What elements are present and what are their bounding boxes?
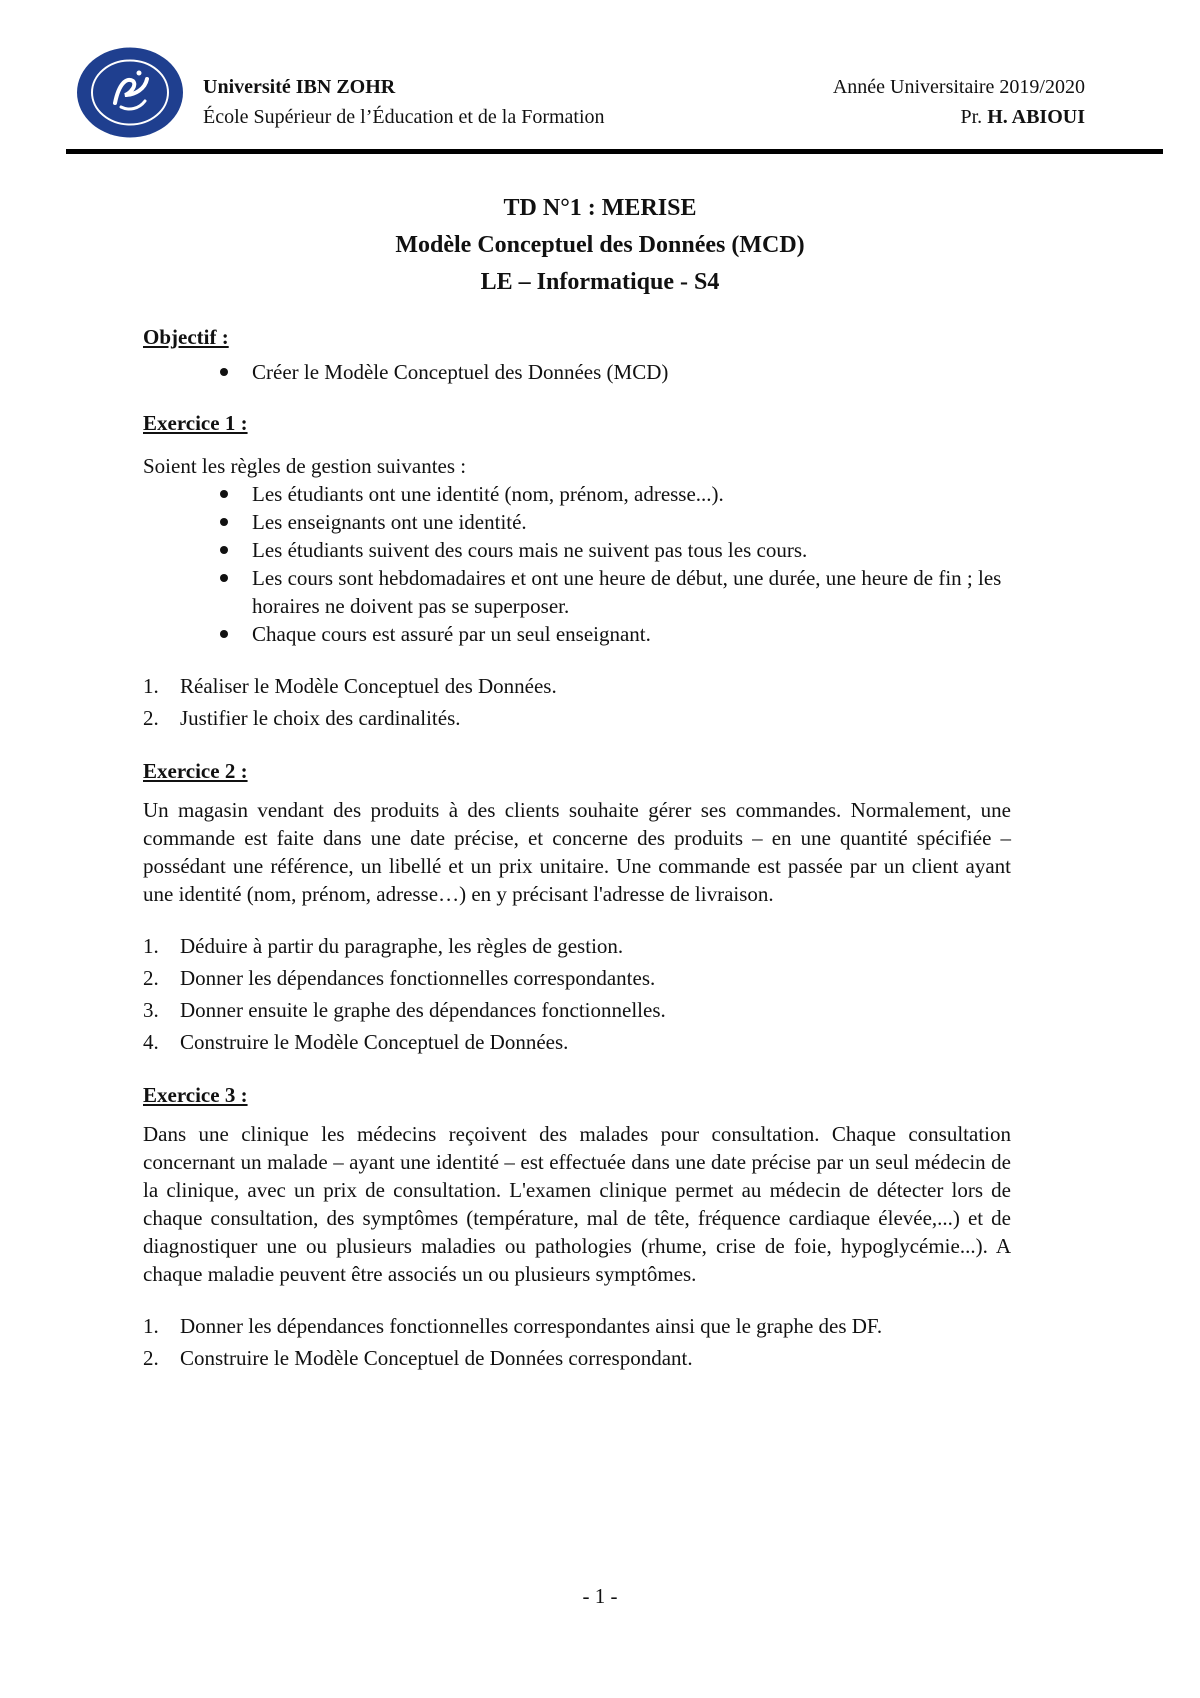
question-number: 2.	[143, 1346, 159, 1370]
question-text: Construire le Modèle Conceptuel de Données.	[180, 1030, 569, 1054]
bullet-icon	[220, 630, 228, 638]
section-exercice-3	[143, 1080, 1011, 1374]
question-text: Déduire à partir du paragraphe, les règles de gestion.	[180, 934, 624, 958]
title-line-3: LE – Informatique - S4	[480, 269, 720, 295]
university-name: Université IBN ZOHR	[203, 76, 396, 98]
list-item-text: Créer le Modèle Conceptuel des Données (MCD)	[252, 360, 669, 384]
question-text: Construire le Modèle Conceptuel de Données correspondant.	[180, 1346, 693, 1370]
question-number: 4.	[143, 1030, 159, 1054]
list-item-text: Chaque cours est assuré par un seul enseignant.	[252, 622, 651, 646]
exercice-1-rules	[143, 480, 1011, 648]
exercice-2-heading: Exercice 2 :	[143, 759, 248, 783]
bullet-icon	[220, 368, 228, 376]
page-number: - 1 -	[582, 1584, 618, 1608]
list-item	[143, 508, 1011, 536]
bullet-icon	[220, 490, 228, 498]
professor-prefix: Pr.	[960, 106, 988, 128]
header-divider	[66, 149, 1163, 154]
page-header	[0, 0, 1200, 160]
question-item	[143, 670, 1011, 702]
objectif-list	[143, 358, 1011, 386]
question-item	[143, 930, 1011, 962]
bullet-icon	[220, 546, 228, 554]
exercice-2-questions	[143, 930, 1011, 1058]
question-text: Réaliser le Modèle Conceptuel des Données.	[180, 674, 557, 698]
bullet-icon	[220, 518, 228, 526]
exercice-1-heading: Exercice 1 :	[143, 411, 248, 435]
question-text: Donner ensuite le graphe des dépendances fonctionnelles.	[180, 998, 666, 1022]
title-line-1: TD N°1 : MERISE	[503, 195, 697, 221]
list-item	[143, 620, 1011, 648]
academic-year: Année Universitaire 2019/2020	[832, 76, 1085, 98]
university-logo	[75, 45, 185, 140]
list-item	[143, 564, 1011, 620]
question-number: 1.	[143, 674, 159, 698]
university-seal-icon	[75, 45, 185, 140]
question-item	[143, 1342, 1011, 1374]
document-title	[0, 190, 1200, 301]
question-item	[143, 994, 1011, 1026]
exercice-3-paragraph: Dans une clinique les médecins reçoivent des malades pour consultation. Chaque consultation concernant un malade – ayant une identité – est effectuée dans une date précise par un seul médecin de la clinique, avec un prix de consultation. L'examen clinique permet au médecin de détecter lors de chaque consultation, des symptômes (température, mal de tête, fréquence cardiaque élevée,...) et de diagnostiquer une ou plusieurs maladies ou pathologies (rhume, crise de foie, hypoglycémie...). A chaque maladie peuvent être associés un ou plusieurs symptômes.	[143, 1122, 1011, 1286]
document-body	[143, 322, 1011, 1374]
list-item	[143, 480, 1011, 508]
list-item-text: Les enseignants ont une identité.	[252, 510, 527, 534]
exercice-1-questions	[143, 670, 1011, 734]
school-name: École Supérieur de l’Éducation et de la Formation	[203, 106, 605, 128]
title-line-2: Modèle Conceptuel des Données (MCD)	[395, 232, 805, 258]
list-item	[143, 536, 1011, 564]
question-number: 2.	[143, 966, 159, 990]
exercice-2-paragraph: Un magasin vendant des produits à des clients souhaite gérer ses commandes. Normalement, une commande est faite dans une date précise, et concerne des produits – en une quantité spécifiée – possédant une référence, un libellé et un prix unitaire. Une commande est passée par un client ayant une identité (nom, prénom, adresse…) en y précisant l'adresse de livraison.	[143, 798, 1011, 906]
section-objectif	[143, 322, 1011, 386]
question-number: 2.	[143, 706, 159, 730]
question-item	[143, 1310, 1011, 1342]
list-item-text: Les étudiants suivent des cours mais ne suivent pas tous les cours.	[252, 538, 808, 562]
professor-name: H. ABIOUI	[987, 106, 1085, 128]
objectif-heading: Objectif :	[143, 325, 229, 349]
section-exercice-1	[143, 408, 1011, 734]
list-item-text: Les cours sont hebdomadaires et ont une heure de début, une durée, une heure de fin ; les horaires ne doivent pas se superposer.	[252, 566, 1002, 618]
list-item	[143, 358, 1011, 386]
bullet-icon	[220, 574, 228, 582]
exercice-3-heading: Exercice 3 :	[143, 1083, 248, 1107]
question-item	[143, 962, 1011, 994]
list-item-text: Les étudiants ont une identité (nom, prénom, adresse...).	[252, 482, 724, 506]
professor	[833, 102, 1085, 132]
question-number: 3.	[143, 998, 159, 1022]
exercice-1-intro: Soient les règles de gestion suivantes :	[143, 454, 467, 478]
exercice-3-questions	[143, 1310, 1011, 1374]
question-number: 1.	[143, 934, 159, 958]
section-exercice-2	[143, 756, 1011, 1058]
question-item	[143, 702, 1011, 734]
question-text: Justifier le choix des cardinalités.	[180, 706, 461, 730]
question-number: 1.	[143, 1314, 159, 1338]
question-item	[143, 1026, 1011, 1058]
question-text: Donner les dépendances fonctionnelles correspondantes.	[180, 966, 656, 990]
question-text: Donner les dépendances fonctionnelles correspondantes ainsi que le graphe des DF.	[180, 1314, 883, 1338]
